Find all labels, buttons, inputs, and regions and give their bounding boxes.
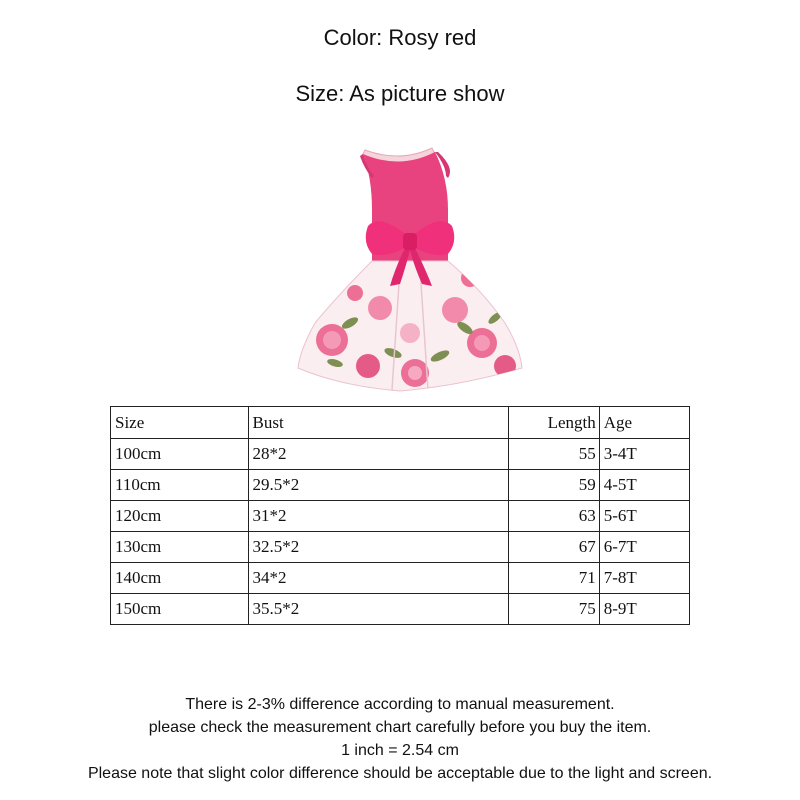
- cell-bust: 35.5*2: [248, 594, 508, 625]
- note-color-difference: Please note that slight color difference should be acceptable due to the light and screen.: [87, 765, 713, 782]
- cell-age: 5-6T: [599, 501, 689, 532]
- header-age: Age: [599, 407, 689, 439]
- table-row: [111, 594, 690, 625]
- product-photo: [110, 118, 690, 408]
- measurement-notes: [0, 693, 800, 785]
- cell-length: 55: [508, 439, 599, 470]
- color-label: Color: Rosy red: [323, 25, 477, 50]
- table-header-row: [111, 407, 690, 439]
- note-inch-conversion: 1 inch = 2.54 cm: [341, 742, 459, 759]
- table-row: [111, 501, 690, 532]
- note-check-chart: please check the measurement chart carefully before you buy the item.: [148, 719, 652, 736]
- cell-age: 8-9T: [599, 594, 689, 625]
- cell-age: 3-4T: [599, 439, 689, 470]
- size-label: Size: As picture show: [295, 81, 505, 106]
- cell-bust: 28*2: [248, 439, 508, 470]
- cell-size: 130cm: [111, 532, 249, 563]
- cell-bust: 31*2: [248, 501, 508, 532]
- cell-age: 6-7T: [599, 532, 689, 563]
- cell-size: 140cm: [111, 563, 249, 594]
- cell-bust: 34*2: [248, 563, 508, 594]
- cell-bust: 29.5*2: [248, 470, 508, 501]
- table-row: [111, 563, 690, 594]
- table-row: [111, 439, 690, 470]
- cell-length: 63: [508, 501, 599, 532]
- header-size: Size: [111, 407, 249, 439]
- size-chart-table: [110, 406, 690, 625]
- cell-size: 110cm: [111, 470, 249, 501]
- table-row: [111, 532, 690, 563]
- cell-length: 75: [508, 594, 599, 625]
- cell-bust: 32.5*2: [248, 532, 508, 563]
- cell-length: 59: [508, 470, 599, 501]
- cell-length: 67: [508, 532, 599, 563]
- note-difference: There is 2-3% difference according to manual measurement.: [185, 696, 615, 713]
- cell-size: 120cm: [111, 501, 249, 532]
- cell-size: 100cm: [111, 439, 249, 470]
- cell-size: 150cm: [111, 594, 249, 625]
- header-length: Length: [508, 407, 599, 439]
- dress-illustration: [110, 118, 690, 408]
- cell-age: 4-5T: [599, 470, 689, 501]
- cell-length: 71: [508, 563, 599, 594]
- header-bust: Bust: [248, 407, 508, 439]
- cell-age: 7-8T: [599, 563, 689, 594]
- table-row: [111, 470, 690, 501]
